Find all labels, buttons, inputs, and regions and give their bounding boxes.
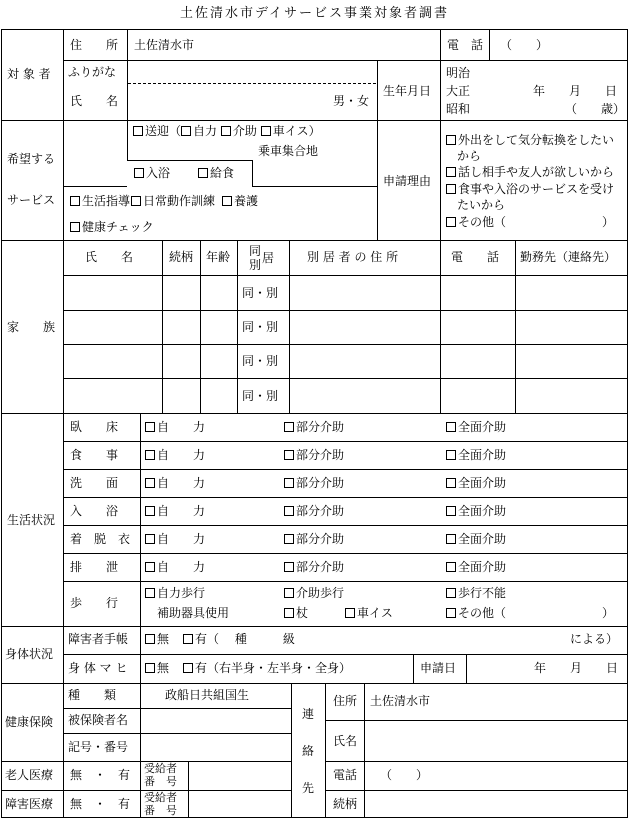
- walk-unable-checkbox[interactable]: 歩行不能: [446, 587, 506, 600]
- checkbox-icon: [145, 450, 155, 460]
- furigana-label: ふりがな: [68, 65, 117, 79]
- checkbox-icon: [145, 478, 155, 488]
- checkbox-icon: [446, 534, 456, 544]
- disability-noyes[interactable]: 無 ・ 有: [70, 797, 131, 811]
- contact-label-2: 絡: [302, 744, 315, 758]
- paralysis-yes-checkbox[interactable]: 有（右半身・左半身・全身）: [183, 662, 351, 675]
- family-row-cohab[interactable]: 同・別: [242, 320, 279, 334]
- dob-date[interactable]: 年 月 日: [533, 84, 618, 98]
- partial-checkbox[interactable]: 部分介助: [284, 533, 344, 546]
- checkbox-icon: [70, 222, 80, 232]
- insured-name-label: 被保険者名: [68, 713, 129, 727]
- contact-address-label: 住所: [333, 694, 358, 708]
- transport-checkbox[interactable]: 送迎（ 自力 介助 車イス）: [133, 125, 321, 138]
- insurance-number-label: 記号・番号: [68, 740, 129, 754]
- living-row-label: 洗 面: [70, 476, 119, 490]
- walk-assist-checkbox[interactable]: 介助歩行: [284, 587, 344, 600]
- partial-checkbox[interactable]: 部分介助: [284, 561, 344, 574]
- apply-date-value[interactable]: 年 月 日: [534, 661, 619, 675]
- family-row-cohab[interactable]: 同・別: [242, 354, 279, 368]
- paralysis-no-checkbox[interactable]: 無: [145, 662, 169, 675]
- phone-value[interactable]: （ ）: [500, 38, 549, 52]
- family-header-relation: 続柄: [169, 250, 194, 264]
- living-row-label: 臥 床: [70, 420, 119, 434]
- aid-cane-checkbox[interactable]: 杖: [284, 607, 308, 620]
- family-row-cohab[interactable]: 同・別: [242, 286, 279, 300]
- checkbox-icon: [284, 608, 294, 618]
- full-checkbox[interactable]: 全面介助: [446, 477, 506, 490]
- self-checkbox[interactable]: 自 力: [145, 421, 205, 434]
- living-label: 生活状況: [7, 513, 56, 527]
- phone-label: 電 話: [447, 38, 484, 52]
- body-label: 身体状況: [5, 647, 54, 661]
- partial-checkbox[interactable]: 部分介助: [284, 449, 344, 462]
- apply-date-label: 申請日: [420, 661, 457, 675]
- full-checkbox[interactable]: 全面介助: [446, 561, 506, 574]
- partial-checkbox[interactable]: 部分介助: [284, 421, 344, 434]
- family-header-work: 勤務先（連絡先）: [520, 250, 617, 264]
- checkbox-icon: [181, 126, 191, 136]
- checkbox-icon: [446, 562, 456, 572]
- elderly-recipient-label-1: 受給者: [144, 762, 177, 775]
- service-label-1: 希望する: [7, 152, 56, 166]
- checkbox-icon: [70, 196, 80, 206]
- checkbox-icon: [446, 450, 456, 460]
- paralysis-label: 身 体 マ ヒ: [68, 661, 128, 675]
- checkbox-icon: [284, 562, 294, 572]
- checkbox-icon: [198, 168, 208, 178]
- elderly-medical-label: 老人医療: [5, 768, 54, 782]
- checkbox-icon: [145, 506, 155, 516]
- guidance-checkbox[interactable]: 生活指導: [70, 195, 130, 208]
- insurance-type-value[interactable]: 政船日共組国生: [165, 688, 250, 702]
- checkbox-icon: [446, 478, 456, 488]
- contact-address-value[interactable]: 土佐清水市: [370, 694, 431, 708]
- checkbox-icon: [261, 126, 271, 136]
- sex-value[interactable]: 男・女: [333, 94, 370, 108]
- handbook-yes-checkbox[interactable]: 有（ 種 級: [183, 633, 295, 646]
- reason-other-checkbox[interactable]: その他（ ）: [446, 216, 614, 229]
- family-header-name: 氏 名: [85, 250, 134, 264]
- reason-label: 申請理由: [383, 174, 432, 188]
- handbook-no-checkbox[interactable]: 無: [145, 633, 169, 646]
- care-checkbox[interactable]: 養護: [222, 195, 258, 208]
- meal-checkbox[interactable]: 給食: [198, 167, 234, 180]
- checkbox-icon: [446, 506, 456, 516]
- checkbox-icon: [145, 588, 155, 598]
- checkbox-icon: [145, 422, 155, 432]
- reason-friends-checkbox[interactable]: 話し相手や友人が欲しいから: [446, 166, 614, 179]
- checkbox-icon: [446, 217, 456, 227]
- full-checkbox[interactable]: 全面介助: [446, 421, 506, 434]
- contact-phone-value[interactable]: （ ）: [380, 768, 429, 782]
- self-checkbox[interactable]: 自 力: [145, 505, 205, 518]
- checkbox-icon: [131, 196, 141, 206]
- handbook-by: による）: [570, 632, 619, 646]
- checkbox-icon: [284, 534, 294, 544]
- address-label: 住 所: [70, 38, 119, 52]
- contact-name-label: 氏名: [333, 734, 358, 748]
- aid-other-checkbox[interactable]: その他（ ）: [446, 607, 614, 620]
- reason-services-checkbox[interactable]: 食事や入浴のサービスを受け: [446, 183, 614, 196]
- family-header-cohab-2: 別: [249, 258, 262, 272]
- checkbox-icon: [446, 184, 456, 194]
- era-showa[interactable]: 昭和: [446, 102, 471, 116]
- partial-checkbox[interactable]: 部分介助: [284, 505, 344, 518]
- family-header-address: 別 居 者 の 住 所: [307, 250, 399, 264]
- living-row-label: 着 脱 衣: [70, 532, 131, 546]
- elderly-noyes[interactable]: 無 ・ 有: [70, 768, 131, 782]
- full-checkbox[interactable]: 全面介助: [446, 505, 506, 518]
- aid-label: 補助器具使用: [157, 606, 230, 620]
- full-checkbox[interactable]: 全面介助: [446, 449, 506, 462]
- training-checkbox[interactable]: 日常動作訓練: [131, 195, 215, 208]
- checkbox-icon: [145, 663, 155, 673]
- checkbox-icon: [284, 506, 294, 516]
- family-header-phone: 電 話: [451, 250, 500, 264]
- family-header-cohab-3: 居: [262, 251, 275, 265]
- era-taisho[interactable]: 大正: [446, 84, 471, 98]
- checkbox-icon: [446, 167, 456, 177]
- contact-label-1: 連: [302, 707, 315, 721]
- checkbox-icon: [221, 126, 231, 136]
- checkbox-icon: [133, 126, 143, 136]
- insurance-type-label: 種 類: [68, 688, 117, 702]
- elderly-recipient-label-2: 番 号: [144, 775, 177, 788]
- handbook-label: 障害者手帳: [68, 632, 129, 646]
- dob-label: 生年月日: [383, 84, 432, 98]
- era-meiji[interactable]: 明治: [446, 66, 471, 80]
- disability-recipient-label-1: 受給者: [144, 791, 177, 804]
- page-title: 土佐清水市デイサービス事業対象者調書: [179, 6, 450, 21]
- contact-phone-label: 電話: [333, 768, 358, 782]
- partial-checkbox[interactable]: 部分介助: [284, 477, 344, 490]
- health-insurance-label: 健康保険: [5, 715, 54, 729]
- full-checkbox[interactable]: 全面介助: [446, 533, 506, 546]
- checkbox-icon: [284, 422, 294, 432]
- living-row-label: 食 事: [70, 448, 119, 462]
- contact-label-3: 先: [302, 781, 315, 795]
- checkbox-icon: [446, 608, 456, 618]
- aid-wheelchair-checkbox[interactable]: 車イス: [345, 607, 393, 620]
- disability-recipient-label-2: 番 号: [144, 804, 177, 817]
- checkbox-icon: [446, 135, 456, 145]
- self-checkbox[interactable]: 自 力: [145, 449, 205, 462]
- checkbox-icon: [222, 196, 232, 206]
- checkbox-icon: [446, 422, 456, 432]
- checkbox-icon: [345, 608, 355, 618]
- checkbox-icon: [183, 663, 193, 673]
- self-checkbox[interactable]: 自 力: [145, 477, 205, 490]
- reason-outing-cont: から: [457, 149, 482, 163]
- address-value[interactable]: 土佐清水市: [134, 38, 195, 52]
- checkbox-icon: [284, 588, 294, 598]
- checkbox-icon: [446, 588, 456, 598]
- reason-outing-checkbox[interactable]: 外出をして気分転換をしたい: [446, 134, 614, 147]
- service-label-2: サービス: [7, 193, 56, 207]
- walk-self-checkbox[interactable]: 自力歩行: [145, 587, 205, 600]
- age-value[interactable]: （ 歳）: [565, 102, 626, 116]
- family-label: 家 族: [7, 320, 56, 334]
- checkbox-icon: [145, 534, 155, 544]
- walk-label: 歩 行: [70, 596, 119, 610]
- disability-medical-label: 障害医療: [5, 797, 54, 811]
- checkbox-icon: [145, 634, 155, 644]
- contact-relation-label: 続柄: [333, 797, 358, 811]
- checkbox-icon: [284, 478, 294, 488]
- name-label: 氏 名: [70, 94, 119, 108]
- living-row-label: 入 浴: [70, 504, 119, 518]
- checkbox-icon: [183, 634, 193, 644]
- health-check-checkbox[interactable]: 健康チェック: [70, 221, 154, 234]
- family-row-cohab[interactable]: 同・別: [242, 389, 279, 403]
- self-checkbox[interactable]: 自 力: [145, 561, 205, 574]
- family-header-age: 年齢: [206, 250, 231, 264]
- reason-services-cont: たいから: [457, 198, 506, 212]
- bath-checkbox[interactable]: 入浴: [134, 167, 170, 180]
- living-row-label: 排 泄: [70, 560, 119, 574]
- checkbox-icon: [145, 562, 155, 572]
- self-checkbox[interactable]: 自 力: [145, 533, 205, 546]
- gathering-place-label: 乗車集合地: [258, 144, 319, 158]
- target-person-label: 対 象 者: [7, 67, 51, 81]
- checkbox-icon: [134, 168, 144, 178]
- checkbox-icon: [284, 450, 294, 460]
- family-header-cohab-1: 同: [249, 244, 262, 258]
